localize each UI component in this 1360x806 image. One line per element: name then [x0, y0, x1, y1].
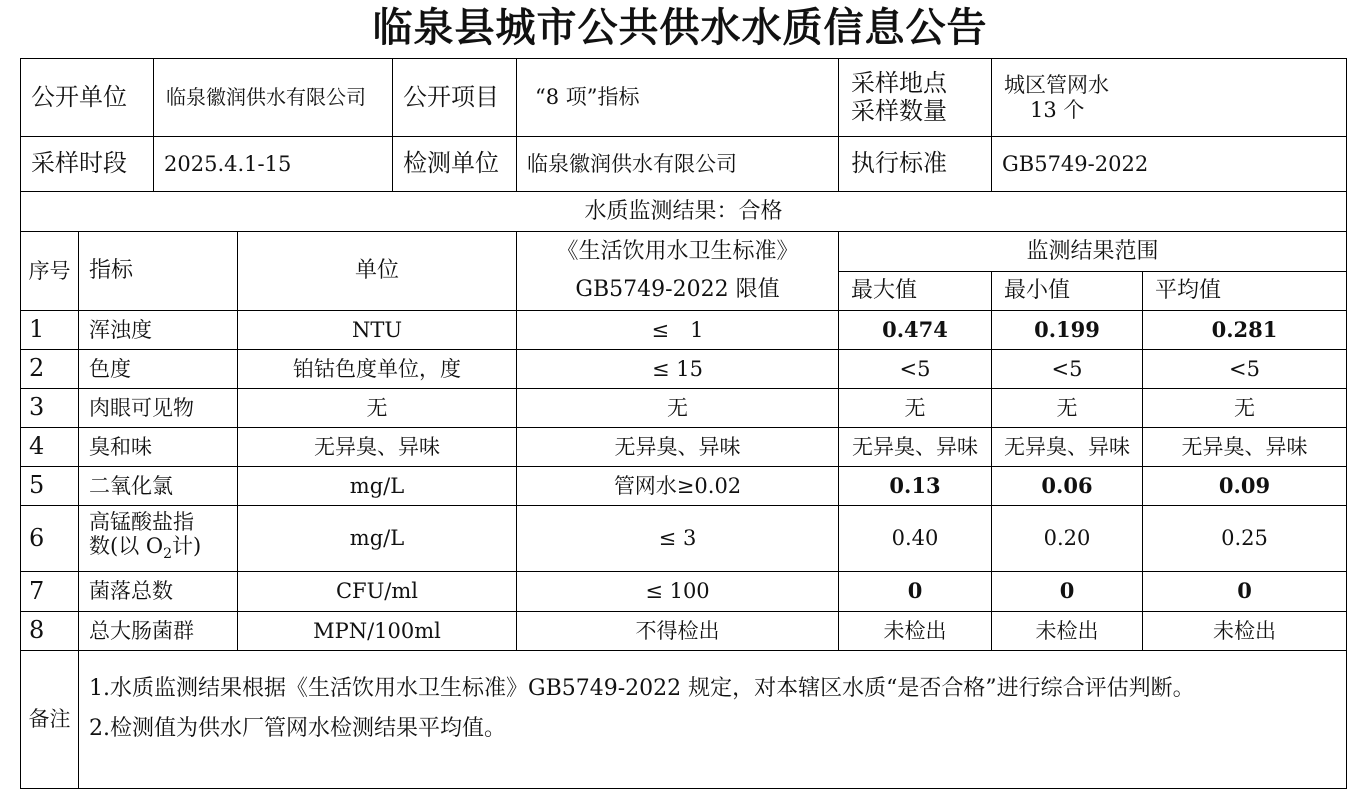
row-5-no: 5: [20, 466, 78, 505]
row-2-unit: 铂钴色度单位，度: [237, 349, 516, 388]
row-4-min: 无异臭、异味: [991, 427, 1142, 466]
sampling-values: [991, 58, 1346, 136]
row-6-indicator: [78, 505, 237, 571]
header-unit: 单位: [237, 231, 516, 310]
header-min: 最小值: [991, 271, 1142, 310]
lab-value: 临泉徽润供水有限公司: [516, 136, 838, 191]
notes-label: 备注: [20, 650, 78, 788]
row-1-limit: ≤ 1: [516, 310, 838, 349]
row-4-no: 4: [20, 427, 78, 466]
row-5-max: 0.13: [838, 466, 991, 505]
row-6-avg: 0.25: [1142, 505, 1346, 571]
header-indicator: 指标: [78, 231, 237, 310]
row-2-max: <5: [838, 349, 991, 388]
row-3-no: 3: [20, 388, 78, 427]
row-7-limit: ≤ 100: [516, 571, 838, 611]
row-3-unit: 无: [237, 388, 516, 427]
location-value: 城区管网水: [1004, 73, 1109, 98]
row-2-min: <5: [991, 349, 1142, 388]
table-border-right: [1346, 58, 1347, 788]
project-label: 公开项目: [392, 58, 516, 136]
page-title: 临泉县城市公共供水水质信息公告: [372, 5, 988, 51]
row-3-max: 无: [838, 388, 991, 427]
table-border-bottom: [20, 788, 1347, 789]
row-4-indicator: 臭和味: [78, 427, 237, 466]
row-1-unit: NTU: [237, 310, 516, 349]
publisher-value: 临泉徽润供水有限公司: [153, 58, 392, 136]
publisher-label: 公开单位: [20, 58, 153, 136]
row-8-limit: 不得检出: [516, 611, 838, 650]
row-7-max: 0: [838, 571, 991, 611]
period-value: 2025.4.1-15: [153, 136, 392, 191]
header-avg: 平均值: [1142, 271, 1346, 310]
row-3-limit: 无: [516, 388, 838, 427]
row-3-indicator: 肉眼可见物: [78, 388, 237, 427]
row-2-indicator: 色度: [78, 349, 237, 388]
row-6-limit: ≤ 3: [516, 505, 838, 571]
row-6-min: 0.20: [991, 505, 1142, 571]
row-5-min: 0.06: [991, 466, 1142, 505]
row-4-limit: 无异臭、异味: [516, 427, 838, 466]
standard-value: GB5749-2022: [991, 136, 1346, 191]
row-8-avg: 未检出: [1142, 611, 1346, 650]
row-8-min: 未检出: [991, 611, 1142, 650]
count-label: 采样数量: [851, 96, 947, 125]
row-6-no: 6: [20, 505, 78, 571]
row-5-indicator: 二氧化氯: [78, 466, 237, 505]
row-1-min: 0.199: [991, 310, 1142, 349]
row-3-min: 无: [991, 388, 1142, 427]
note-1: 1.水质监测结果根据《生活饮用水卫生标准》GB5749-2022 规定，对本辖区水质“是否合格”进行综合评估判断。: [89, 676, 1195, 701]
row-6-indicator-line2: [89, 534, 201, 566]
row-6-indicator-subscript: 2: [163, 546, 173, 563]
row-5-unit: mg/L: [237, 466, 516, 505]
row-1-no: 1: [20, 310, 78, 349]
row-7-unit: CFU/ml: [237, 571, 516, 611]
row-7-avg: 0: [1142, 571, 1346, 611]
header-limit-line2: GB5749-2022 限值: [575, 277, 780, 302]
row-4-unit: 无异臭、异味: [237, 427, 516, 466]
row-6-indicator-line1: 高锰酸盐指: [89, 510, 194, 535]
period-label: 采样时段: [20, 136, 153, 191]
notes-body: [78, 650, 1346, 788]
row-2-avg: <5: [1142, 349, 1346, 388]
row-2-limit: ≤ 15: [516, 349, 838, 388]
row-1-avg: 0.281: [1142, 310, 1346, 349]
row-5-avg: 0.09: [1142, 466, 1346, 505]
location-label: 采样地点: [851, 68, 947, 97]
row-6-indicator-part-b: 计): [172, 534, 202, 559]
standard-label: 执行标准: [838, 136, 991, 191]
row-7-min: 0: [991, 571, 1142, 611]
row-8-unit: MPN/100ml: [237, 611, 516, 650]
row-5-limit: 管网水≥0.02: [516, 466, 838, 505]
row-2-no: 2: [20, 349, 78, 388]
header-no: 序号: [20, 231, 78, 310]
result-summary: 水质监测结果：合格: [20, 191, 1346, 231]
row-1-indicator: 浑浊度: [78, 310, 237, 349]
note-2: 2.检测值为供水厂管网水检测结果平均值。: [89, 716, 506, 741]
header-max: 最大值: [838, 271, 991, 310]
project-value: “8 项”指标: [516, 58, 838, 136]
row-8-max: 未检出: [838, 611, 991, 650]
header-limit: [516, 231, 838, 310]
row-1-max: 0.474: [838, 310, 991, 349]
row-6-max: 0.40: [838, 505, 991, 571]
sampling-labels: [838, 58, 991, 136]
header-limit-line1: 《生活饮用水卫生标准》: [556, 239, 799, 264]
row-4-max: 无异臭、异味: [838, 427, 991, 466]
header-range: 监测结果范围: [838, 231, 1346, 271]
row-4-avg: 无异臭、异味: [1142, 427, 1346, 466]
count-value: 13 个: [1030, 97, 1085, 122]
row-8-indicator: 总大肠菌群: [78, 611, 237, 650]
row-7-no: 7: [20, 571, 78, 611]
row-7-indicator: 菌落总数: [78, 571, 237, 611]
row-3-avg: 无: [1142, 388, 1346, 427]
row-6-indicator-part-a: 数(以 O: [89, 534, 164, 559]
lab-label: 检测单位: [392, 136, 516, 191]
row-6-unit: mg/L: [237, 505, 516, 571]
row-8-no: 8: [20, 611, 78, 650]
